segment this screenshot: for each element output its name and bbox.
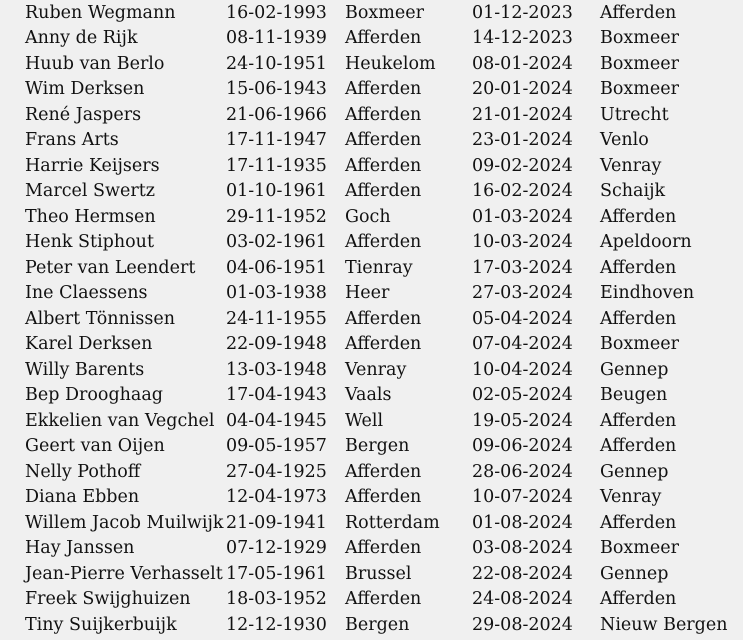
birth-place-cell: Afferden <box>345 308 422 329</box>
table-row <box>0 562 743 588</box>
place-cell: Boxmeer <box>600 28 679 48</box>
name-cell: Ine Claessens <box>25 283 148 303</box>
birth-place-cell: Afferden <box>345 334 422 354</box>
birth-date-cell: 04-06-1951 <box>226 257 327 278</box>
name-cell: Hay Janssen <box>25 538 135 558</box>
birth-date-cell: 27-04-1925 <box>226 461 327 482</box>
place-cell: Afferden <box>600 436 677 456</box>
place-cell: Afferden <box>600 206 677 227</box>
date-cell: 09-06-2024 <box>472 436 573 456</box>
table-row <box>0 256 743 282</box>
birth-date-cell: 12-12-1930 <box>226 614 327 635</box>
date-cell: 10-07-2024 <box>472 487 573 507</box>
date-cell: 16-02-2024 <box>472 181 573 201</box>
place-cell: Afferden <box>600 410 677 431</box>
name-cell: René Jaspers <box>25 104 142 125</box>
table-row <box>0 332 743 358</box>
place-cell: Boxmeer <box>600 538 679 558</box>
birth-date-cell: 24-10-1951 <box>226 53 327 74</box>
birth-date-cell: 04-04-1945 <box>226 410 327 431</box>
birth-place-cell: Tienray <box>345 257 413 278</box>
name-cell: Albert Tönnissen <box>25 308 176 329</box>
birth-place-cell: Afferden <box>345 28 422 48</box>
name-cell: Bep Drooghaag <box>25 385 163 405</box>
name-cell: Geert van Oijen <box>25 436 165 456</box>
name-cell: Theo Hermsen <box>25 206 156 227</box>
place-cell: Boxmeer <box>600 79 679 99</box>
place-cell: Gennep <box>600 359 669 380</box>
birth-place-cell: Afferden <box>345 130 422 150</box>
birth-place-cell: Afferden <box>345 461 422 482</box>
table-row <box>0 485 743 511</box>
place-cell: Nieuw Bergen <box>600 614 728 635</box>
name-cell: Anny de Rijk <box>25 28 138 48</box>
name-cell: Peter van Leendert <box>25 257 196 278</box>
date-cell: 17-03-2024 <box>472 257 573 278</box>
name-cell: Nelly Pothoff <box>25 461 141 482</box>
date-cell: 29-08-2024 <box>472 614 573 635</box>
place-cell: Afferden <box>600 512 677 533</box>
date-cell: 21-01-2024 <box>472 104 573 125</box>
date-cell: 10-03-2024 <box>472 232 573 252</box>
birth-place-cell: Afferden <box>345 538 422 558</box>
birth-date-cell: 03-02-1961 <box>226 232 327 252</box>
table-row <box>0 154 743 180</box>
birth-date-cell: 17-04-1943 <box>226 385 327 405</box>
name-cell: Karel Derksen <box>25 334 153 354</box>
place-cell: Afferden <box>600 257 677 278</box>
name-cell: Willem Jacob Muilwijk <box>25 512 224 533</box>
place-cell: Boxmeer <box>600 334 679 354</box>
birth-date-cell: 17-11-1935 <box>226 155 327 176</box>
birth-date-cell: 01-03-1938 <box>226 283 327 303</box>
birth-place-cell: Well <box>345 410 384 431</box>
birth-place-cell: Rotterdam <box>345 512 440 533</box>
name-cell: Frans Arts <box>25 130 119 150</box>
date-cell: 02-05-2024 <box>472 385 573 405</box>
birth-date-cell: 29-11-1952 <box>226 206 327 227</box>
table-row <box>0 434 743 460</box>
place-cell: Gennep <box>600 563 669 584</box>
birth-place-cell: Venray <box>345 359 407 380</box>
name-cell: Tiny Suijkerbuijk <box>25 614 177 635</box>
table-row <box>0 358 743 384</box>
table-row <box>0 536 743 562</box>
birth-place-cell: Afferden <box>345 232 422 252</box>
place-cell: Boxmeer <box>600 53 679 74</box>
date-cell: 23-01-2024 <box>472 130 573 150</box>
date-cell: 22-08-2024 <box>472 563 573 584</box>
name-cell: Diana Ebben <box>25 487 140 507</box>
birth-place-cell: Bergen <box>345 614 410 635</box>
table-row <box>0 77 743 103</box>
birth-date-cell: 13-03-1948 <box>226 359 327 380</box>
place-cell: Afferden <box>600 589 677 609</box>
table-row <box>0 26 743 52</box>
table-row <box>0 1 743 27</box>
date-cell: 28-06-2024 <box>472 461 573 482</box>
table-row <box>0 128 743 154</box>
date-cell: 09-02-2024 <box>472 155 573 176</box>
birth-date-cell: 21-09-1941 <box>226 512 327 533</box>
table-row <box>0 52 743 78</box>
birth-place-cell: Afferden <box>345 487 422 507</box>
date-cell: 24-08-2024 <box>472 589 573 609</box>
name-cell: Marcel Swertz <box>25 181 155 201</box>
birth-date-cell: 07-12-1929 <box>226 538 327 558</box>
birth-place-cell: Vaals <box>345 385 392 405</box>
table-row <box>0 587 743 613</box>
name-cell: Willy Barents <box>25 359 145 380</box>
place-cell: Apeldoorn <box>600 232 692 252</box>
birth-date-cell: 15-06-1943 <box>226 79 327 99</box>
birth-place-cell: Bergen <box>345 436 410 456</box>
birth-date-cell: 12-04-1973 <box>226 487 327 507</box>
date-cell: 08-01-2024 <box>472 53 573 74</box>
birth-place-cell: Afferden <box>345 104 422 125</box>
table-row <box>0 179 743 205</box>
table-row <box>0 460 743 486</box>
place-cell: Eindhoven <box>600 283 695 303</box>
birth-place-cell: Boxmeer <box>345 2 424 23</box>
date-cell: 27-03-2024 <box>472 283 573 303</box>
name-cell: Ruben Wegmann <box>25 2 176 23</box>
date-cell: 01-03-2024 <box>472 206 573 227</box>
place-cell: Venray <box>600 487 662 507</box>
table-row <box>0 103 743 129</box>
birth-place-cell: Brussel <box>345 563 412 584</box>
birth-date-cell: 24-11-1955 <box>226 308 327 329</box>
table-row <box>0 409 743 435</box>
date-cell: 19-05-2024 <box>472 410 573 431</box>
table-row <box>0 281 743 307</box>
table-row <box>0 205 743 231</box>
date-cell: 05-04-2024 <box>472 308 573 329</box>
birth-place-cell: Afferden <box>345 589 422 609</box>
birth-date-cell: 21-06-1966 <box>226 104 327 125</box>
birth-date-cell: 17-05-1961 <box>226 563 327 584</box>
name-cell: Jean-Pierre Verhasselt <box>25 563 223 584</box>
date-cell: 01-08-2024 <box>472 512 573 533</box>
birth-date-cell: 17-11-1947 <box>226 130 327 150</box>
place-cell: Afferden <box>600 2 677 23</box>
name-cell: Henk Stiphout <box>25 232 154 252</box>
birth-place-cell: Heukelom <box>345 53 436 74</box>
table-row <box>0 307 743 333</box>
birth-place-cell: Afferden <box>345 79 422 99</box>
birth-date-cell: 22-09-1948 <box>226 334 327 354</box>
birth-date-cell: 18-03-1952 <box>226 589 327 609</box>
table-row <box>0 383 743 409</box>
date-cell: 03-08-2024 <box>472 538 573 558</box>
place-cell: Beugen <box>600 385 668 405</box>
date-cell: 07-04-2024 <box>472 334 573 354</box>
table-row <box>0 613 743 639</box>
name-cell: Harrie Keijsers <box>25 155 160 176</box>
name-cell: Wim Derksen <box>25 79 145 99</box>
birth-date-cell: 09-05-1957 <box>226 436 327 456</box>
birth-place-cell: Afferden <box>345 181 422 201</box>
birth-place-cell: Heer <box>345 283 390 303</box>
date-cell: 14-12-2023 <box>472 28 573 48</box>
table-row <box>0 511 743 537</box>
place-cell: Utrecht <box>600 104 669 125</box>
name-cell: Freek Swijghuizen <box>25 589 191 609</box>
birth-date-cell: 16-02-1993 <box>226 2 327 23</box>
birth-place-cell: Afferden <box>345 155 422 176</box>
date-cell: 20-01-2024 <box>472 79 573 99</box>
place-cell: Gennep <box>600 461 669 482</box>
date-cell: 10-04-2024 <box>472 359 573 380</box>
birth-place-cell: Goch <box>345 206 391 227</box>
birth-date-cell: 01-10-1961 <box>226 181 327 201</box>
place-cell: Venlo <box>600 130 649 150</box>
date-cell: 01-12-2023 <box>472 2 573 23</box>
name-cell: Ekkelien van Vegchel <box>25 410 215 431</box>
table-row <box>0 230 743 256</box>
birth-date-cell: 08-11-1939 <box>226 28 327 48</box>
place-cell: Venray <box>600 155 662 176</box>
name-cell: Huub van Berlo <box>25 53 165 74</box>
place-cell: Afferden <box>600 308 677 329</box>
place-cell: Schaijk <box>600 181 666 201</box>
